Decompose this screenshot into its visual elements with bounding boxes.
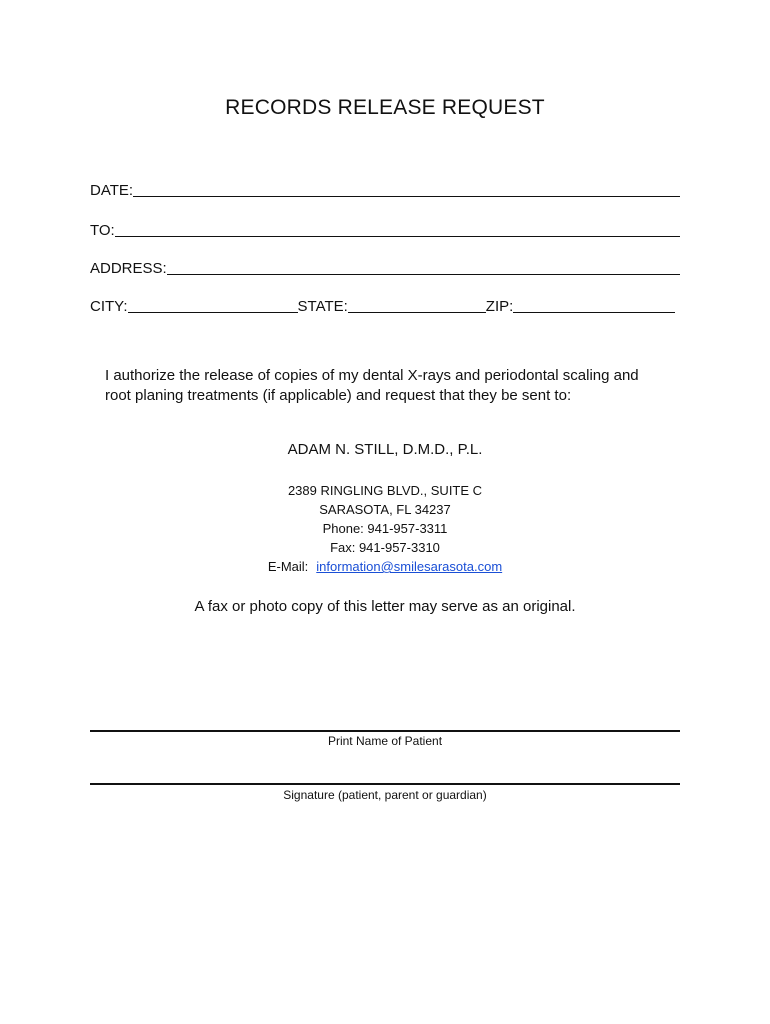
zip-label: ZIP:	[485, 298, 514, 315]
recipient-street: 2389 RINGLING BLVD., SUITE C	[287, 483, 483, 498]
date-field[interactable]	[90, 182, 680, 199]
state-input-line[interactable]	[348, 298, 486, 313]
recipient-email-line	[0, 557, 770, 576]
recipient-city-state-zip: SARASOTA, FL 34237	[319, 502, 451, 517]
recipient-fax: Fax: 941-957-3310	[330, 540, 440, 555]
signature-caption: Signature (patient, parent or guardian)	[283, 788, 487, 802]
to-label: TO:	[90, 222, 115, 239]
email-label: E-Mail:	[267, 559, 309, 574]
state-label: STATE:	[297, 298, 348, 315]
recipient-phone: Phone: 941-957-3311	[322, 521, 448, 536]
authorization-paragraph	[105, 366, 695, 406]
to-field[interactable]	[90, 222, 680, 239]
recipient-address-block	[0, 481, 770, 576]
authorization-line-1: I authorize the release of copies of my dental X-rays and periodontal scaling and	[105, 367, 639, 384]
recipient-name: ADAM N. STILL, D.M.D., P.L.	[287, 441, 483, 458]
address-input-line[interactable]	[167, 260, 680, 275]
city-label: CITY:	[90, 298, 128, 315]
city-input-line[interactable]	[128, 298, 298, 313]
page-title: RECORDS RELEASE REQUEST	[225, 96, 545, 119]
address-field[interactable]	[90, 260, 680, 277]
to-input-line[interactable]	[115, 222, 680, 237]
zip-input-line[interactable]	[513, 298, 675, 313]
signature-line[interactable]	[90, 783, 680, 785]
city-state-zip-row	[90, 298, 675, 315]
fax-note: A fax or photo copy of this letter may serve as an original.	[194, 598, 576, 615]
address-label: ADDRESS:	[90, 260, 167, 277]
date-label: DATE:	[90, 182, 134, 199]
authorization-line-2: root planing treatments (if applicable) and request that they be sent to:	[105, 387, 572, 404]
print-name-caption: Print Name of Patient	[327, 734, 443, 748]
date-input-line[interactable]	[133, 182, 680, 197]
email-link[interactable]: information@smilesarasota.com	[316, 559, 503, 574]
print-name-line[interactable]	[90, 730, 680, 732]
